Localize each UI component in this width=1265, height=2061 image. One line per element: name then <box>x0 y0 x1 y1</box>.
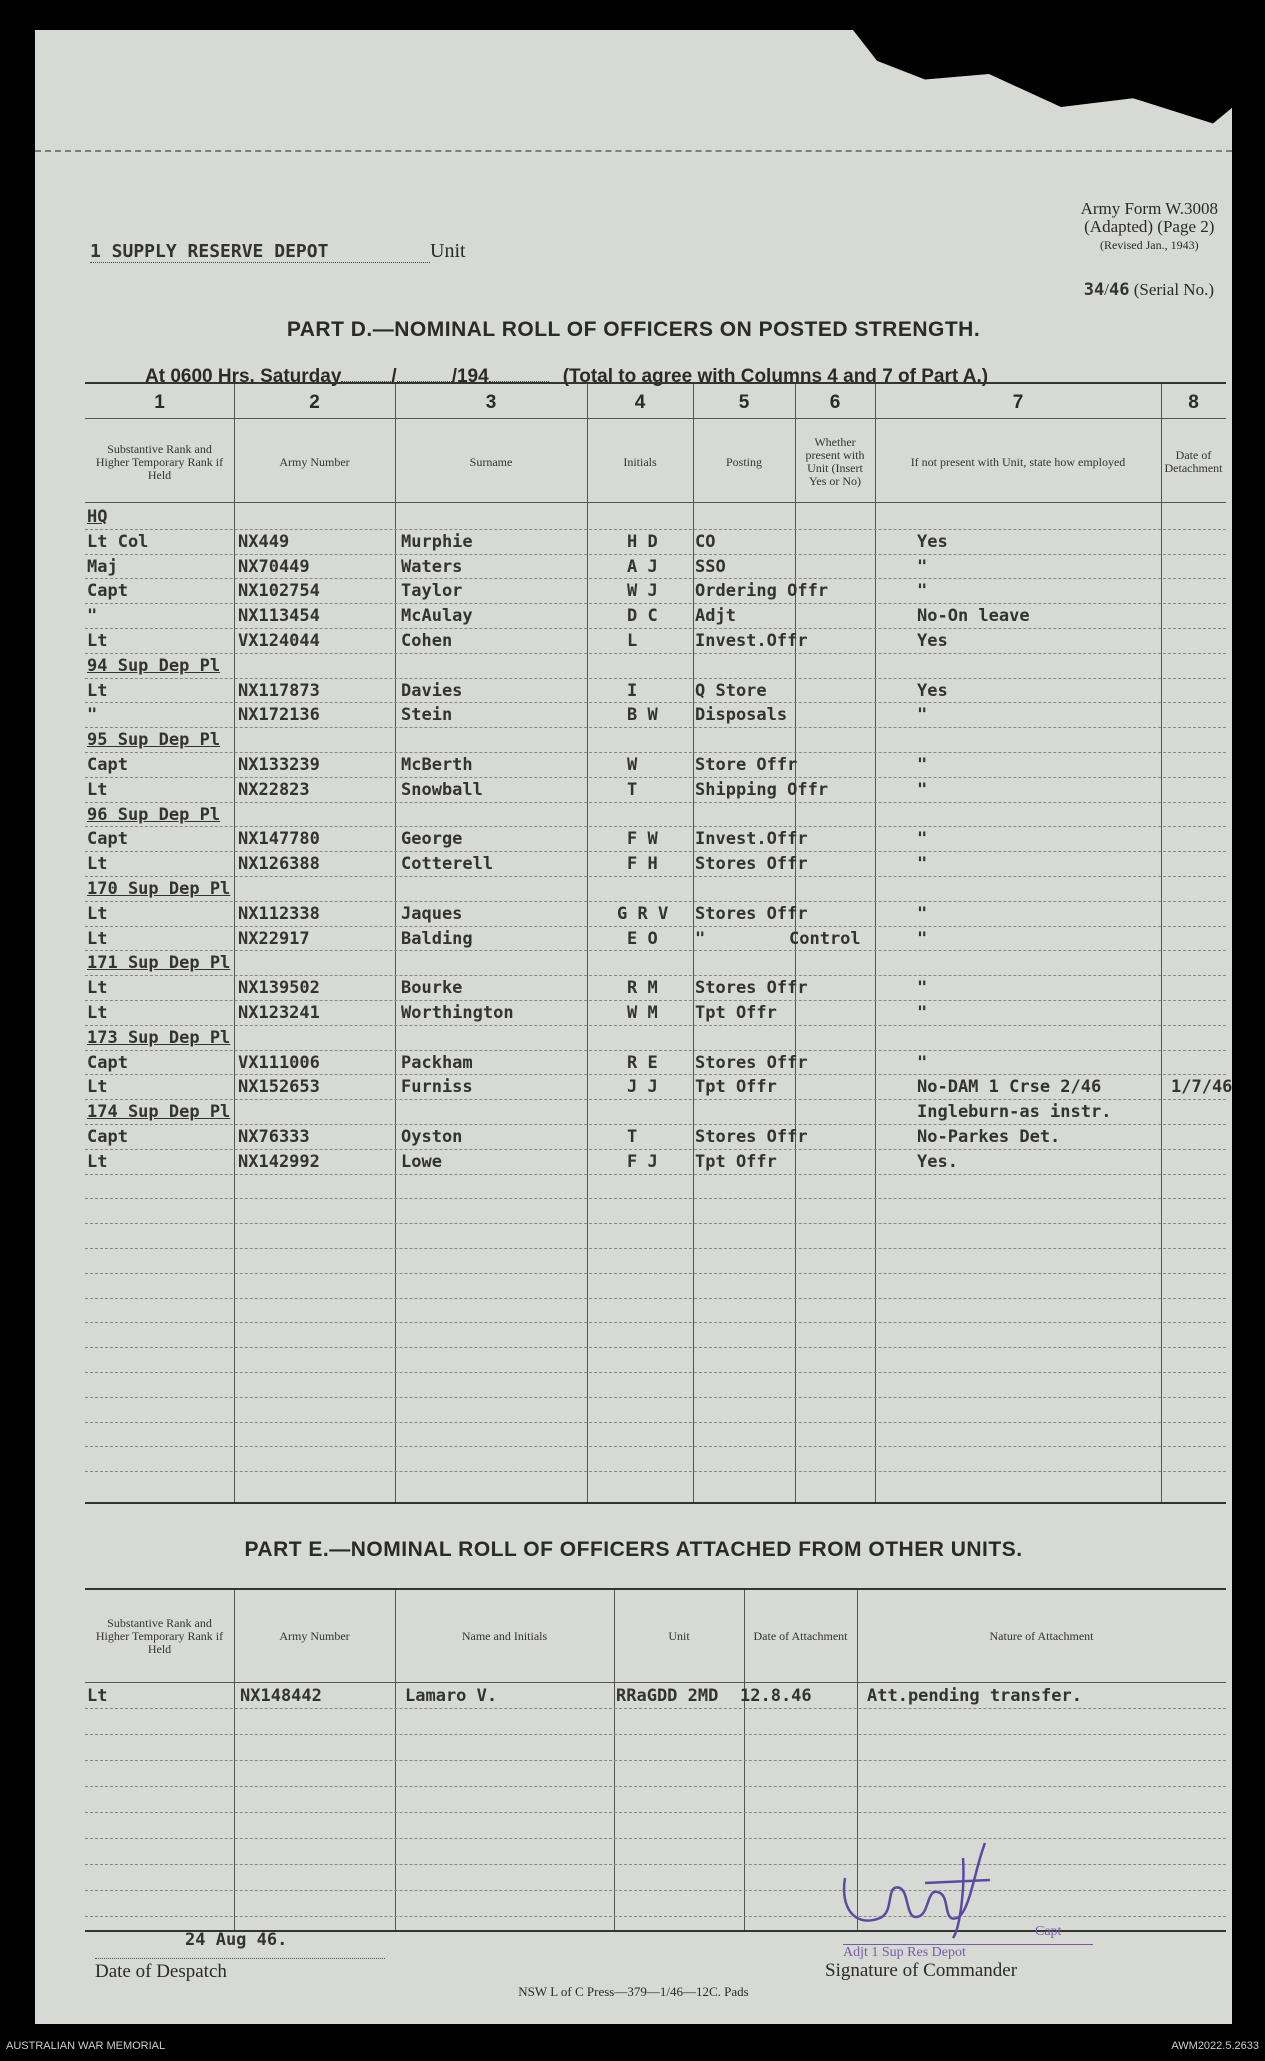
document-page <box>35 30 1232 2024</box>
roll-cell-initials: L <box>627 631 638 651</box>
roll-cell-surname: McBerth <box>401 755 473 775</box>
stamp-rank: Capt <box>1035 1924 1062 1939</box>
row-rule <box>85 1760 1226 1761</box>
credit-left: AUSTRALIAN WAR MEMORIAL <box>6 2040 166 2052</box>
roll-cell-surname: Furniss <box>401 1077 473 1098</box>
roll-cell-employed: " <box>917 705 928 726</box>
roll-cell-initials: F W <box>627 829 658 850</box>
roll-cell-number: NX449 <box>238 531 290 552</box>
roll-cell-rank: 96 Sup Dep Pl <box>87 804 221 825</box>
column-divider <box>234 384 235 1502</box>
roll-cell-posting: Invest.Offr <box>695 631 808 651</box>
column-header: Initials <box>623 454 657 469</box>
row-rule <box>85 1890 1226 1891</box>
row-rule <box>85 802 1226 803</box>
column-number: 6 <box>829 392 841 413</box>
at-year: /194 <box>451 366 489 387</box>
attached-cell-number: NX148442 <box>240 1686 322 1706</box>
serial-label: (Serial No.) <box>1133 280 1214 299</box>
column-header: Name and Initials <box>461 1628 548 1643</box>
row-rule <box>85 752 1226 753</box>
roll-cell-posting: Ordering Offr <box>695 581 829 602</box>
row-rule <box>85 1322 1226 1323</box>
roll-cell-rank: Lt <box>87 1151 108 1172</box>
row-rule <box>85 1074 1226 1075</box>
row-rule <box>85 702 1226 703</box>
row-rule <box>85 950 1226 951</box>
column-header: Nature of Attachment <box>989 1628 1094 1643</box>
roll-cell-employed: Yes <box>917 631 948 651</box>
serial-number: 34/46 (Serial No.) <box>1083 280 1214 300</box>
column-header: Army Number <box>279 454 350 469</box>
roll-cell-rank: Capt <box>87 1127 128 1147</box>
roll-cell-rank: 94 Sup Dep Pl <box>87 655 221 676</box>
row-rule <box>85 727 1226 728</box>
roll-cell-rank: Lt <box>87 680 108 701</box>
roll-cell-surname: Oyston <box>401 1127 463 1147</box>
roll-cell-surname: Murphie <box>401 531 473 552</box>
row-rule <box>85 1174 1226 1175</box>
roll-cell-initials: A J <box>627 556 658 577</box>
roll-cell-posting: Adjt <box>695 606 736 627</box>
column-header: Substantive Rank and Higher Temporary Rank if Held <box>95 441 224 482</box>
roll-cell-posting: CO <box>695 531 716 552</box>
roll-cell-initials: W <box>627 755 638 775</box>
column-divider <box>1161 384 1162 1502</box>
row-rule <box>85 1812 1226 1813</box>
signature <box>825 1838 1005 1943</box>
at-prefix: At 0600 Hrs. Saturday <box>145 366 342 387</box>
roll-cell-posting: " <box>695 928 706 949</box>
roll-cell-employed: Yes. <box>917 1151 958 1172</box>
unit-label: Unit <box>430 240 466 262</box>
roll-cell-rank: " <box>87 705 98 726</box>
despatch-label: Date of Despatch <box>95 1958 385 1983</box>
row-rule <box>85 1149 1226 1150</box>
column-number: 4 <box>634 392 646 413</box>
row-rule <box>85 603 1226 604</box>
row-rule <box>85 901 1226 902</box>
credit-right: AWM2022.5.2633 <box>1171 2040 1259 2052</box>
attached-cell-date: 12.8.46 <box>740 1686 812 1706</box>
perforation-line <box>35 150 1232 152</box>
torn-corner <box>853 30 1253 140</box>
roll-cell-number: NX112338 <box>238 903 320 924</box>
roll-cell-number: NX113454 <box>238 606 320 627</box>
row-rule <box>85 1025 1226 1026</box>
column-header: Unit <box>668 1628 690 1643</box>
column-header: Date of Attachment <box>753 1628 848 1643</box>
roll-cell-number: NX126388 <box>238 854 320 875</box>
roll-cell-initials: E O <box>627 928 658 949</box>
roll-cell-posting: Stores Offr <box>695 903 808 924</box>
roll-cell-initials: T <box>627 1127 638 1147</box>
roll-cell-number: NX22823 <box>238 779 310 800</box>
serial-year: 46 <box>1109 280 1130 300</box>
column-number: 2 <box>309 392 320 413</box>
row-rule <box>85 1198 1226 1199</box>
column-number: 3 <box>485 392 497 413</box>
roll-cell-rank: HQ <box>87 507 108 527</box>
roll-cell-rank: Lt <box>87 779 108 800</box>
roll-cell-employed: " <box>917 928 928 949</box>
column-header: Substantive Rank and Higher Temporary Rank if Held <box>95 1615 224 1656</box>
roll-cell-posting: Q Store <box>695 680 767 701</box>
row-rule <box>85 1347 1226 1348</box>
at-note: (Total to agree with Columns 4 and 7 of Part A.) <box>562 366 989 387</box>
roll-cell-surname: Davies <box>401 680 463 701</box>
column-header: Posting <box>725 454 762 469</box>
roll-cell-rank: 170 Sup Dep Pl <box>87 879 231 899</box>
row-rule <box>85 1734 1226 1735</box>
roll-cell-surname: Balding <box>401 928 473 949</box>
roll-cell-surname: Lowe <box>401 1151 442 1172</box>
roll-cell-posting: Tpt Offr <box>695 1077 777 1098</box>
row-rule <box>85 1786 1226 1787</box>
roll-cell-number: NX70449 <box>238 556 310 577</box>
roll-cell-initials: R E <box>627 1052 658 1073</box>
stamp-unit: Adjt 1 Sup Res Depot <box>843 1944 1093 1961</box>
row-rule <box>85 1397 1226 1398</box>
roll-cell-initials: F J <box>627 1151 658 1172</box>
roll-cell-employed: " <box>917 1052 928 1073</box>
column-header: Surname <box>469 454 513 469</box>
roll-cell-date: 1/7/46 <box>1171 1077 1233 1098</box>
row-rule <box>85 678 1226 679</box>
roll-cell-surname: McAulay <box>401 606 473 627</box>
roll-cell-surname: Waters <box>401 556 463 577</box>
column-number: 1 <box>154 392 165 413</box>
roll-cell-rank: " <box>87 606 98 627</box>
roll-cell-rank: 173 Sup Dep Pl <box>87 1027 231 1048</box>
row-rule <box>85 1050 1226 1051</box>
part-d-table <box>85 382 1233 1504</box>
roll-cell-number: NX117873 <box>238 680 320 701</box>
roll-cell-number: VX111006 <box>238 1052 320 1073</box>
column-divider <box>587 384 588 1502</box>
form-adapted: (Adapted) (Page 2) <box>1084 217 1215 236</box>
roll-cell-employed: " <box>917 1003 928 1023</box>
roll-cell-posting: Disposals <box>695 705 788 726</box>
row-rule <box>85 1298 1226 1299</box>
roll-cell-rank: Lt <box>87 1003 108 1023</box>
row-rule <box>85 1838 1226 1839</box>
roll-cell-number: NX139502 <box>238 978 320 999</box>
roll-cell-employed: Ingleburn-as instr. <box>917 1102 1112 1123</box>
row-rule <box>85 975 1226 976</box>
roll-cell-surname: Cohen <box>401 631 453 651</box>
attached-cell-unit: RRaGDD 2MD <box>616 1686 719 1706</box>
attached-cell-nature: Att.pending transfer. <box>867 1686 1082 1706</box>
roll-cell-number: NX172136 <box>238 705 320 726</box>
part-e-title: PART E.—NOMINAL ROLL OF OFFICERS ATTACHED FROM OTHER UNITS. <box>244 1538 1023 1561</box>
roll-cell-posting: Tpt Offr <box>695 1151 777 1172</box>
column-divider <box>395 384 396 1502</box>
column-divider <box>875 384 876 1502</box>
roll-cell-initials: T <box>627 779 638 800</box>
roll-cell-employed: " <box>917 978 928 999</box>
roll-cell-initials: G R V <box>617 903 669 924</box>
roll-cell-posting: Stores Offr <box>695 854 808 875</box>
roll-cell-number: NX76333 <box>238 1127 310 1147</box>
roll-cell-number: NX147780 <box>238 829 320 850</box>
row-rule <box>85 628 1226 629</box>
roll-cell-employed: " <box>917 854 928 875</box>
row-rule <box>85 1223 1226 1224</box>
roll-cell-surname: Snowball <box>401 779 483 800</box>
header-rule <box>85 418 1226 419</box>
roll-cell-initials: R M <box>627 978 658 999</box>
roll-cell-employed: " <box>917 779 928 800</box>
row-rule <box>85 529 1226 530</box>
roll-cell-number: NX123241 <box>238 1003 320 1023</box>
serial-num: 34 <box>1083 280 1105 300</box>
row-rule <box>85 851 1226 852</box>
roll-cell-initials: I <box>627 680 638 701</box>
roll-cell-posting: Stores Offr <box>695 1052 808 1073</box>
roll-cell-initials: B W <box>627 705 658 726</box>
roll-cell-rank: Lt <box>87 978 108 999</box>
row-rule <box>85 578 1226 579</box>
roll-cell-initials: W J <box>627 581 658 602</box>
roll-cell-number: NX142992 <box>238 1151 320 1172</box>
row-rule <box>85 1248 1226 1249</box>
row-rule <box>85 554 1226 555</box>
roll-cell-posting: Tpt Offr <box>695 1003 777 1023</box>
roll-cell-rank: 95 Sup Dep Pl <box>87 730 221 751</box>
column-divider <box>693 384 694 1502</box>
roll-cell-initials: W M <box>627 1003 658 1023</box>
row-rule <box>85 1446 1226 1447</box>
row-rule <box>85 1000 1226 1001</box>
row-rule <box>85 1273 1226 1274</box>
roll-cell-employed: Yes <box>917 531 948 552</box>
roll-cell-surname: Jaques <box>401 903 463 924</box>
roll-cell-surname: Worthington <box>401 1003 514 1023</box>
roll-cell-initials: F H <box>627 854 658 875</box>
roll-cell-number: NX22917 <box>238 928 310 949</box>
form-revised: (Revised Jan., 1943) <box>1099 238 1199 252</box>
roll-cell-number: VX124044 <box>238 631 320 651</box>
roll-cell-rank: Maj <box>87 556 118 577</box>
row-rule <box>85 1864 1226 1865</box>
roll-cell-rank: Capt <box>87 829 128 850</box>
row-rule <box>85 1916 1226 1917</box>
row-rule <box>85 1099 1226 1100</box>
roll-cell-initials: D C <box>627 606 658 627</box>
roll-cell-number: NX102754 <box>238 581 320 602</box>
roll-cell-employed: " <box>917 581 928 602</box>
attached-cell-rank: Lt <box>87 1686 108 1706</box>
row-rule <box>85 826 1226 827</box>
roll-cell-surname: Taylor <box>401 581 463 602</box>
roll-cell-posting: Store Offr <box>695 755 798 775</box>
row-rule <box>85 1422 1226 1423</box>
roll-cell-posting: Shipping Offr <box>695 779 829 800</box>
row-rule <box>85 653 1226 654</box>
row-rule <box>85 876 1226 877</box>
roll-cell-rank: Lt Col <box>87 531 149 552</box>
roll-cell-initials: J J <box>627 1077 658 1098</box>
roll-cell-employed: " <box>917 556 928 577</box>
row-rule <box>85 777 1226 778</box>
header-rule <box>85 1682 1226 1683</box>
roll-cell-employed: " <box>917 755 928 775</box>
despatch-date: 24 Aug 46. <box>185 1930 288 1950</box>
roll-cell-rank: Lt <box>87 1077 108 1098</box>
attached-cell-name: Lamaro V. <box>405 1686 498 1706</box>
roll-cell-employed: " <box>917 903 928 924</box>
unit-value: 1 SUPPLY RESERVE DEPOT <box>90 241 329 262</box>
roll-cell-rank: Lt <box>87 854 108 875</box>
column-number: 8 <box>1188 392 1199 413</box>
roll-cell-employed: No-DAM 1 Crse 2/46 <box>917 1077 1102 1098</box>
roll-cell-number: NX133239 <box>238 755 320 775</box>
roll-cell-surname: Bourke <box>401 978 463 999</box>
row-rule <box>85 1471 1226 1472</box>
press-line: NSW L of C Press—379—1/46—12C. Pads <box>518 1984 749 1999</box>
roll-cell-surname: George <box>401 829 463 850</box>
row-rule <box>85 926 1226 927</box>
roll-cell-rank: Capt <box>87 1052 128 1073</box>
roll-cell-posting: Stores Offr <box>695 1127 808 1147</box>
roll-cell-employed: Yes <box>917 680 948 701</box>
roll-cell-employed: No-Parkes Det. <box>917 1127 1061 1147</box>
column-number: 5 <box>738 392 750 413</box>
part-e-table <box>85 1588 1226 1932</box>
row-rule <box>85 1372 1226 1373</box>
form-reference <box>1081 200 1218 254</box>
roll-cell-posting: Invest.Offr <box>695 829 808 850</box>
unit-line <box>90 240 466 263</box>
form-number: Army Form W.3008 <box>1080 199 1218 218</box>
column-header: Whether present with Unit (Insert Yes or No) <box>805 435 865 488</box>
roll-cell-rank: 171 Sup Dep Pl <box>87 953 231 974</box>
roll-cell-number: NX152653 <box>238 1077 320 1098</box>
header-rule <box>85 502 1226 503</box>
roll-cell-employed: No-On leave <box>917 606 1030 627</box>
roll-cell-rank: Lt <box>87 903 108 924</box>
roll-cell-surname: Packham <box>401 1052 473 1073</box>
roll-cell-rank: Lt <box>87 928 108 949</box>
roll-cell-rank: Capt <box>87 581 128 602</box>
signature-label: Signature of Commander <box>825 1960 1018 1981</box>
roll-cell-present: Control <box>789 928 861 949</box>
row-rule <box>85 1124 1226 1125</box>
roll-cell-initials: H D <box>627 531 658 552</box>
column-header: Army Number <box>279 1628 350 1643</box>
at-time-line: At 0600 Hrs. Saturday / /194 (Total to agree with Columns 4 and 7 of Part A.) <box>145 366 989 387</box>
column-number: 7 <box>1012 392 1024 413</box>
column-header: Date of Detachment <box>1164 448 1223 475</box>
roll-cell-posting: Stores Offr <box>695 978 808 999</box>
roll-cell-rank: 174 Sup Dep Pl <box>87 1102 231 1123</box>
roll-cell-rank: Capt <box>87 755 128 775</box>
roll-cell-rank: Lt <box>87 631 108 651</box>
roll-cell-surname: Stein <box>401 705 453 726</box>
row-rule <box>85 1708 1226 1709</box>
roll-cell-employed: " <box>917 829 928 850</box>
column-header: If not present with Unit, state how employed <box>910 454 1126 469</box>
roll-cell-posting: SSO <box>695 556 726 577</box>
roll-cell-surname: Cotterell <box>401 854 494 875</box>
part-d-title: PART D.—NOMINAL ROLL OF OFFICERS ON POSTED STRENGTH. <box>286 318 981 341</box>
